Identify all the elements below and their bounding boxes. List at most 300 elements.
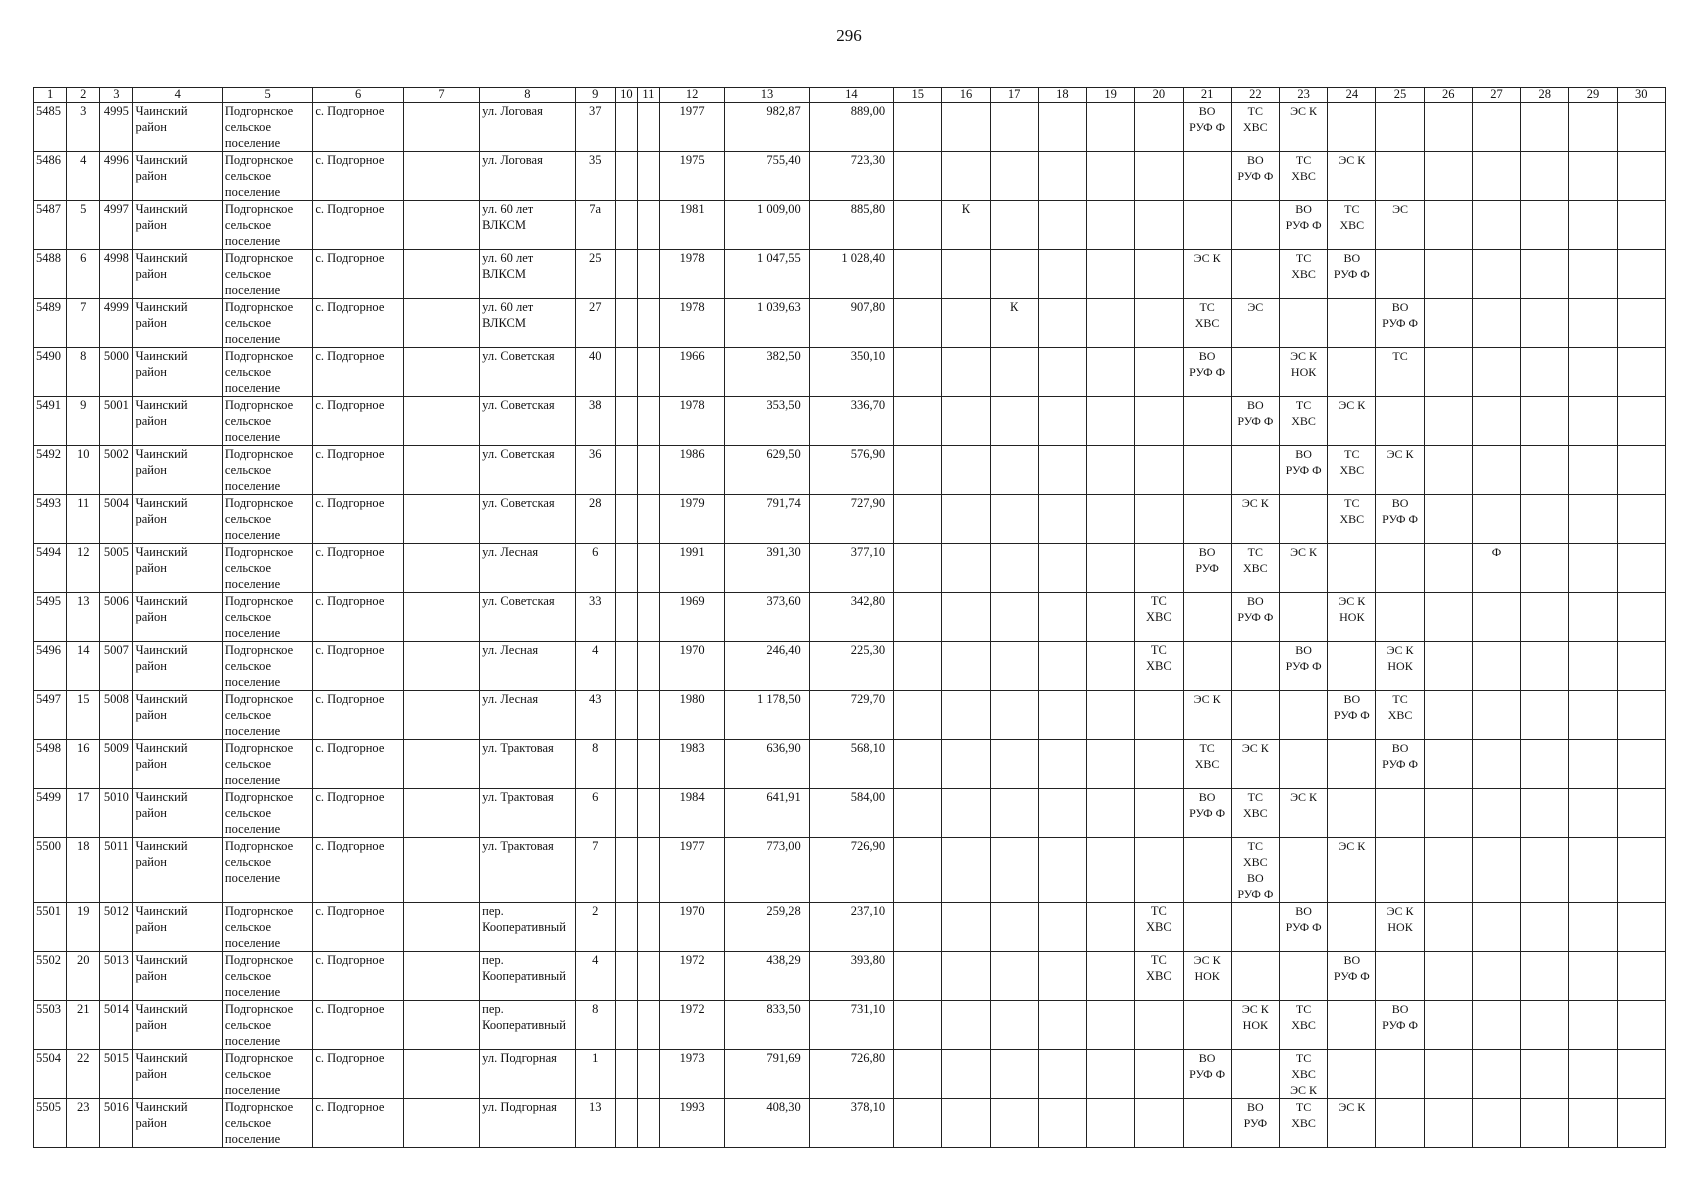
column-header-27: 27: [1472, 88, 1520, 103]
table-cell: [1135, 544, 1183, 593]
table-cell: 576,90: [809, 446, 893, 495]
table-cell: 13: [575, 1099, 615, 1148]
table-cell: ВО РУФ Ф: [1279, 201, 1327, 250]
table-cell: [942, 299, 990, 348]
table-cell: [1424, 103, 1472, 152]
table-cell: Ф: [1472, 544, 1520, 593]
table-cell: [942, 1001, 990, 1050]
table-cell: ВО РУФ Ф: [1183, 348, 1231, 397]
table-cell: с. Подгорное: [313, 299, 403, 348]
table-cell: ЭС К: [1328, 1099, 1376, 1148]
table-cell: 726,80: [809, 1050, 893, 1099]
page-number: 296: [836, 26, 862, 45]
table-cell: [1472, 838, 1520, 903]
table-cell: [1231, 446, 1279, 495]
table-cell: [1038, 1099, 1086, 1148]
table-cell: [1617, 1001, 1665, 1050]
table-cell: Подгорнское сельское поселение: [222, 691, 312, 740]
table-cell: [1472, 1050, 1520, 1099]
table-row: [34, 1099, 1666, 1148]
table-cell: [1038, 446, 1086, 495]
table-cell: Подгорнское сельское поселение: [222, 152, 312, 201]
table-cell: [1424, 740, 1472, 789]
table-cell: 5495: [34, 593, 67, 642]
table-cell: [1569, 250, 1617, 299]
table-row: [34, 397, 1666, 446]
table-cell: [637, 1001, 659, 1050]
column-header-23: 23: [1279, 88, 1327, 103]
table-cell: ул. Трактовая: [480, 789, 575, 838]
table-cell: [942, 642, 990, 691]
table-cell: 5013: [100, 952, 133, 1001]
table-cell: К: [990, 299, 1038, 348]
table-cell: ВО РУФ Ф: [1183, 103, 1231, 152]
table-cell: 1978: [659, 250, 724, 299]
table-cell: К: [942, 201, 990, 250]
table-cell: [615, 740, 637, 789]
table-cell: Чаинский район: [133, 903, 222, 952]
table-cell: [942, 1050, 990, 1099]
table-cell: 1981: [659, 201, 724, 250]
table-cell: с. Подгорное: [313, 691, 403, 740]
table-cell: ВО РУФ Ф: [1328, 952, 1376, 1001]
table-cell: [615, 103, 637, 152]
table-cell: 18: [67, 838, 100, 903]
table-cell: [1569, 299, 1617, 348]
table-cell: Подгорнское сельское поселение: [222, 903, 312, 952]
table-cell: [1376, 103, 1424, 152]
column-header-18: 18: [1038, 88, 1086, 103]
table-cell: с. Подгорное: [313, 952, 403, 1001]
table-cell: ул. 60 лет ВЛКСМ: [480, 201, 575, 250]
table-cell: [615, 201, 637, 250]
table-cell: [1569, 593, 1617, 642]
table-cell: ЭС К: [1328, 152, 1376, 201]
table-cell: 19: [67, 903, 100, 952]
table-cell: Подгорнское сельское поселение: [222, 1099, 312, 1148]
table-cell: [1087, 103, 1135, 152]
table-cell: 5001: [100, 397, 133, 446]
table-cell: [1087, 593, 1135, 642]
table-cell: [1617, 397, 1665, 446]
table-cell: [1376, 1050, 1424, 1099]
table-cell: [1376, 952, 1424, 1001]
table-cell: [403, 593, 479, 642]
table-cell: 5497: [34, 691, 67, 740]
table-cell: [615, 593, 637, 642]
table-cell: 5014: [100, 1001, 133, 1050]
table-cell: [1424, 1099, 1472, 1148]
table-cell: [942, 1099, 990, 1148]
table-cell: Подгорнское сельское поселение: [222, 952, 312, 1001]
table-cell: [990, 642, 1038, 691]
table-cell: [615, 544, 637, 593]
table-cell: [615, 1050, 637, 1099]
table-row: [34, 1050, 1666, 1099]
table-cell: 10: [67, 446, 100, 495]
table-cell: [1135, 201, 1183, 250]
table-cell: [615, 348, 637, 397]
table-cell: 4998: [100, 250, 133, 299]
table-cell: [1424, 593, 1472, 642]
table-cell: 28: [575, 495, 615, 544]
table-cell: [1472, 250, 1520, 299]
table-cell: [1569, 903, 1617, 952]
table-cell: Подгорнское сельское поселение: [222, 789, 312, 838]
table-cell: Чаинский район: [133, 691, 222, 740]
table-cell: [1183, 397, 1231, 446]
table-cell: [1376, 397, 1424, 446]
table-cell: 584,00: [809, 789, 893, 838]
table-cell: ул. Подгорная: [480, 1099, 575, 1148]
table-cell: 43: [575, 691, 615, 740]
table-cell: [615, 903, 637, 952]
column-header-30: 30: [1617, 88, 1665, 103]
table-cell: [1038, 1050, 1086, 1099]
header-row: [34, 88, 1666, 103]
table-cell: ЭС К: [1328, 397, 1376, 446]
table-cell: [1038, 250, 1086, 299]
table-cell: 5500: [34, 838, 67, 903]
table-cell: [1424, 1050, 1472, 1099]
table-cell: [1135, 691, 1183, 740]
table-cell: [990, 789, 1038, 838]
table-cell: 5002: [100, 446, 133, 495]
table-cell: 2: [575, 903, 615, 952]
table-cell: [1231, 250, 1279, 299]
column-header-7: 7: [403, 88, 479, 103]
column-header-3: 3: [100, 88, 133, 103]
table-cell: ВО РУФ Ф: [1183, 789, 1231, 838]
table-cell: [1087, 495, 1135, 544]
table-cell: Подгорнское сельское поселение: [222, 593, 312, 642]
column-header-5: 5: [222, 88, 312, 103]
table-cell: 1970: [659, 642, 724, 691]
table-cell: [942, 397, 990, 446]
table-cell: 336,70: [809, 397, 893, 446]
table-cell: 5005: [100, 544, 133, 593]
table-cell: ТС ХВС: [1231, 103, 1279, 152]
table-cell: [1472, 201, 1520, 250]
table-cell: [637, 740, 659, 789]
table-cell: Подгорнское сельское поселение: [222, 740, 312, 789]
table-cell: ЭС К: [1376, 446, 1424, 495]
table-cell: [1617, 299, 1665, 348]
table-cell: [1569, 740, 1617, 789]
table-cell: с. Подгорное: [313, 740, 403, 789]
table-cell: 1980: [659, 691, 724, 740]
table-cell: [1279, 838, 1327, 903]
table-cell: [1521, 642, 1569, 691]
table-cell: [894, 495, 942, 544]
table-cell: 246,40: [725, 642, 809, 691]
table-cell: [403, 952, 479, 1001]
table-cell: 791,74: [725, 495, 809, 544]
table-cell: Подгорнское сельское поселение: [222, 446, 312, 495]
table-cell: [1521, 495, 1569, 544]
table-cell: [894, 838, 942, 903]
table-cell: [403, 495, 479, 544]
table-cell: Подгорнское сельское поселение: [222, 1050, 312, 1099]
table-cell: [990, 103, 1038, 152]
table-cell: [403, 1001, 479, 1050]
table-cell: с. Подгорное: [313, 103, 403, 152]
table-cell: [615, 152, 637, 201]
table-cell: 14: [67, 642, 100, 691]
table-cell: 40: [575, 348, 615, 397]
table-cell: ул. Лесная: [480, 642, 575, 691]
table-cell: [1038, 544, 1086, 593]
table-cell: [1617, 103, 1665, 152]
table-cell: [1521, 397, 1569, 446]
table-cell: [1521, 740, 1569, 789]
column-header-10: 10: [615, 88, 637, 103]
table-cell: [1569, 952, 1617, 1001]
table-cell: 5004: [100, 495, 133, 544]
table-cell: ТС ХВС: [1231, 544, 1279, 593]
table-cell: ВО РУФ: [1231, 1099, 1279, 1148]
table-cell: [1424, 838, 1472, 903]
table-cell: [1617, 152, 1665, 201]
table-cell: [1521, 103, 1569, 152]
column-header-11: 11: [637, 88, 659, 103]
table-cell: Чаинский район: [133, 1050, 222, 1099]
table-cell: 4: [67, 152, 100, 201]
table-cell: 889,00: [809, 103, 893, 152]
table-cell: [615, 495, 637, 544]
table-cell: ул. Лесная: [480, 691, 575, 740]
table-cell: [1328, 740, 1376, 789]
table-cell: Чаинский район: [133, 642, 222, 691]
table-cell: [403, 789, 479, 838]
table-cell: [1617, 691, 1665, 740]
table-cell: [1135, 152, 1183, 201]
table-cell: ТС ХВС: [1376, 691, 1424, 740]
table-cell: ЭС К НОК: [1328, 593, 1376, 642]
table-cell: [1328, 1050, 1376, 1099]
table-cell: 350,10: [809, 348, 893, 397]
table-cell: 25: [575, 250, 615, 299]
table-cell: 20: [67, 952, 100, 1001]
column-header-22: 22: [1231, 88, 1279, 103]
table-cell: 791,69: [725, 1050, 809, 1099]
table-cell: [1521, 201, 1569, 250]
table-cell: [894, 544, 942, 593]
column-header-12: 12: [659, 88, 724, 103]
table-cell: 5490: [34, 348, 67, 397]
table-cell: [894, 593, 942, 642]
table-cell: [1038, 103, 1086, 152]
table-cell: [1569, 1050, 1617, 1099]
table-cell: Подгорнское сельское поселение: [222, 544, 312, 593]
table-cell: [1135, 1001, 1183, 1050]
table-cell: ЭС К: [1279, 544, 1327, 593]
table-body: [34, 103, 1666, 1148]
table-cell: 5016: [100, 1099, 133, 1148]
table-cell: [1424, 903, 1472, 952]
table-cell: [1569, 789, 1617, 838]
table-cell: ЭС К: [1183, 691, 1231, 740]
table-cell: [1472, 152, 1520, 201]
table-cell: 342,80: [809, 593, 893, 642]
column-header-25: 25: [1376, 88, 1424, 103]
table-cell: [637, 903, 659, 952]
table-cell: ТС ХВС: [1279, 1099, 1327, 1148]
table-cell: [637, 544, 659, 593]
table-cell: [615, 838, 637, 903]
table-cell: [894, 152, 942, 201]
table-cell: [615, 691, 637, 740]
column-header-17: 17: [990, 88, 1038, 103]
table-cell: с. Подгорное: [313, 544, 403, 593]
table-cell: [1569, 838, 1617, 903]
table-cell: [990, 446, 1038, 495]
table-cell: 5504: [34, 1050, 67, 1099]
table-cell: ТС ХВС: [1279, 250, 1327, 299]
table-cell: [1038, 152, 1086, 201]
table-cell: [1038, 299, 1086, 348]
table-cell: 1984: [659, 789, 724, 838]
table-cell: ул. Подгорная: [480, 1050, 575, 1099]
table-cell: Чаинский район: [133, 1099, 222, 1148]
table-cell: [1279, 495, 1327, 544]
table-cell: Подгорнское сельское поселение: [222, 103, 312, 152]
table-cell: [1135, 299, 1183, 348]
table-cell: [403, 903, 479, 952]
table-cell: [942, 740, 990, 789]
table-cell: [1279, 299, 1327, 348]
table-cell: [894, 348, 942, 397]
table-cell: [1135, 103, 1183, 152]
table-row: [34, 250, 1666, 299]
table-cell: Подгорнское сельское поселение: [222, 299, 312, 348]
table-cell: [1135, 1050, 1183, 1099]
table-row: [34, 201, 1666, 250]
table-cell: [990, 903, 1038, 952]
table-cell: 5: [67, 201, 100, 250]
table-cell: [1424, 446, 1472, 495]
table-cell: [1424, 495, 1472, 544]
table-cell: ул. Трактовая: [480, 740, 575, 789]
table-cell: 16: [67, 740, 100, 789]
table-cell: [1087, 903, 1135, 952]
table-cell: Подгорнское сельское поселение: [222, 838, 312, 903]
table-cell: [894, 1050, 942, 1099]
table-cell: [1521, 593, 1569, 642]
table-cell: [1135, 348, 1183, 397]
table-cell: 5489: [34, 299, 67, 348]
table-cell: 15: [67, 691, 100, 740]
table-cell: [1183, 152, 1231, 201]
table-cell: [615, 952, 637, 1001]
table-cell: [942, 789, 990, 838]
table-cell: [942, 593, 990, 642]
table-cell: 377,10: [809, 544, 893, 593]
table-cell: [1087, 789, 1135, 838]
table-cell: 5494: [34, 544, 67, 593]
table-cell: [1424, 152, 1472, 201]
table-cell: [1038, 952, 1086, 1001]
column-header-4: 4: [133, 88, 222, 103]
table-row: [34, 446, 1666, 495]
table-row: [34, 740, 1666, 789]
table-cell: 6: [575, 789, 615, 838]
table-row: [34, 544, 1666, 593]
table-cell: [1521, 838, 1569, 903]
table-row: [34, 1001, 1666, 1050]
table-cell: 6: [575, 544, 615, 593]
table-cell: Чаинский район: [133, 103, 222, 152]
table-cell: Чаинский район: [133, 1001, 222, 1050]
table-cell: [1569, 691, 1617, 740]
table-cell: 3: [67, 103, 100, 152]
table-cell: [1521, 446, 1569, 495]
table-cell: [1038, 903, 1086, 952]
table-cell: [1328, 103, 1376, 152]
table-cell: ТС ХВС: [1135, 593, 1183, 642]
table-cell: [1135, 397, 1183, 446]
column-header-1: 1: [34, 88, 67, 103]
table-cell: Чаинский район: [133, 446, 222, 495]
table-cell: Чаинский район: [133, 838, 222, 903]
table-cell: [942, 446, 990, 495]
table-cell: [942, 838, 990, 903]
table-cell: [1617, 593, 1665, 642]
column-header-15: 15: [894, 88, 942, 103]
table-cell: 5502: [34, 952, 67, 1001]
table-cell: 1978: [659, 299, 724, 348]
table-cell: 5505: [34, 1099, 67, 1148]
table-cell: [1617, 544, 1665, 593]
table-cell: ул. Советская: [480, 446, 575, 495]
table-cell: [1087, 544, 1135, 593]
table-cell: [1424, 348, 1472, 397]
table-cell: [1521, 1050, 1569, 1099]
table-cell: Чаинский район: [133, 152, 222, 201]
table-cell: 5006: [100, 593, 133, 642]
table-cell: ЭС К НОК: [1279, 348, 1327, 397]
table-cell: [1038, 495, 1086, 544]
column-header-2: 2: [67, 88, 100, 103]
table-cell: [1521, 544, 1569, 593]
table-cell: пер. Кооперативный: [480, 903, 575, 952]
table-cell: с. Подгорное: [313, 495, 403, 544]
table-cell: [1328, 544, 1376, 593]
table-cell: Чаинский район: [133, 593, 222, 642]
table-cell: ул. Советская: [480, 593, 575, 642]
table-cell: [1328, 299, 1376, 348]
table-cell: [615, 1099, 637, 1148]
table-cell: [1087, 299, 1135, 348]
table-cell: [1569, 103, 1617, 152]
table-cell: [1183, 201, 1231, 250]
table-cell: 5503: [34, 1001, 67, 1050]
table-cell: 1978: [659, 397, 724, 446]
table-cell: [1038, 740, 1086, 789]
table-cell: [637, 152, 659, 201]
table-cell: ЭС К: [1279, 103, 1327, 152]
table-cell: 35: [575, 152, 615, 201]
table-cell: [403, 397, 479, 446]
table-cell: [1135, 250, 1183, 299]
table-cell: [1183, 1001, 1231, 1050]
table-cell: [1135, 495, 1183, 544]
table-cell: [894, 201, 942, 250]
table-cell: ВО РУФ Ф: [1376, 740, 1424, 789]
table-cell: [942, 495, 990, 544]
table-cell: [1376, 1099, 1424, 1148]
table-cell: [1376, 250, 1424, 299]
